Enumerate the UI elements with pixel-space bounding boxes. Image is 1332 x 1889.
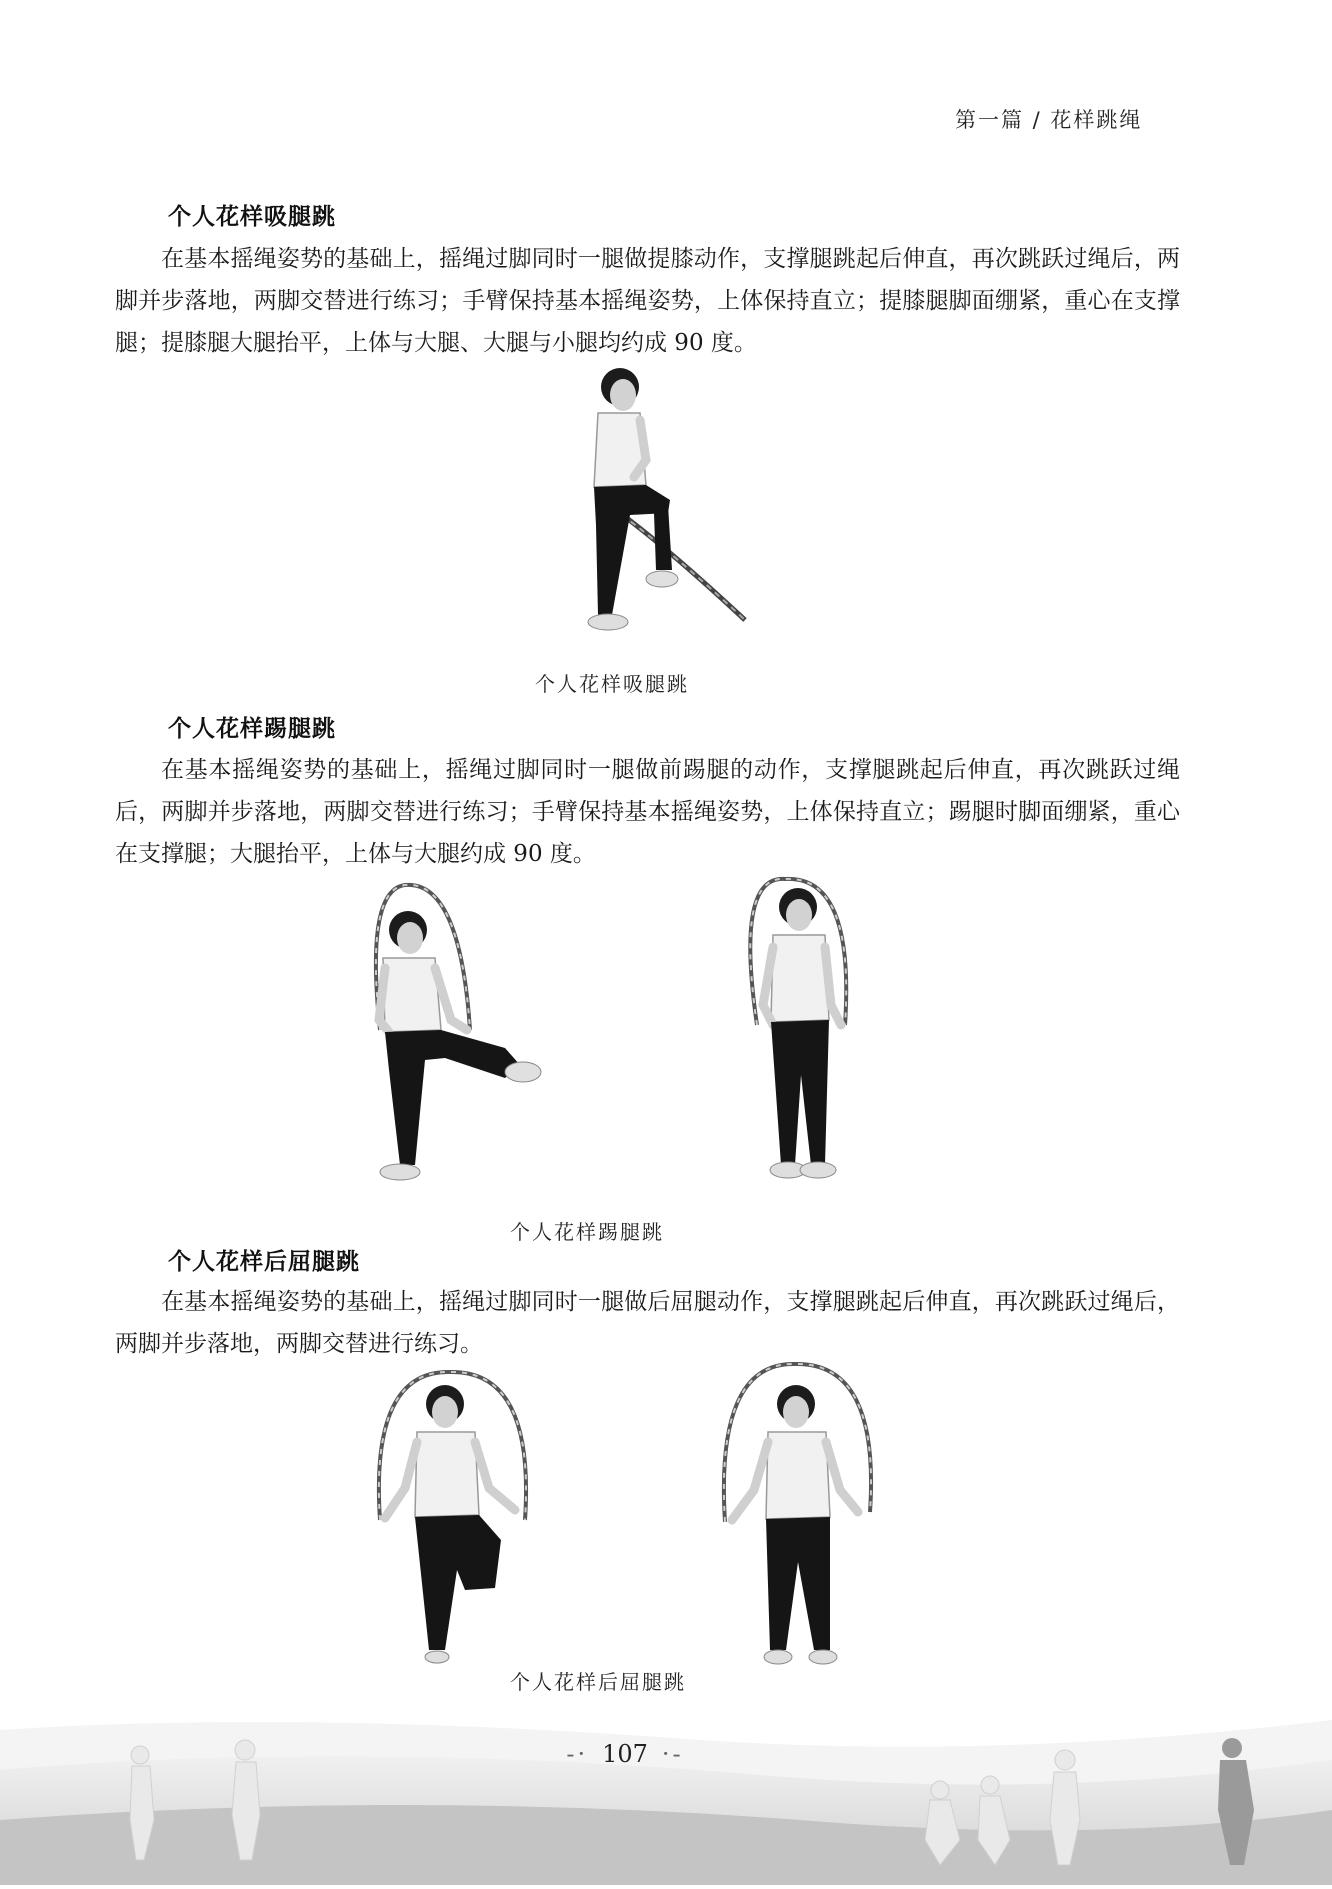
section-body-back-kick: 在基本摇绳姿势的基础上，摇绳过脚同时一腿做后屈腿动作，支撑腿跳起后伸直，再次跳跃过绳后，两脚并步落地，两脚交替进行练习。	[115, 1289, 1180, 1357]
section-title-back-kick: 个人花样后屈腿跳	[168, 1249, 360, 1275]
photo-back-kick-jump	[365, 1370, 540, 1665]
photo-knee-lift-jump	[560, 365, 760, 630]
section-body-knee-lift: 在基本摇绳姿势的基础上，摇绳过脚同时一腿做提膝动作，支撑腿跳起后伸直，再次跳跃过绳后，两脚并步落地，两脚交替进行练习；手臂保持基本摇绳姿势，上体保持直立；提膝腿脚面绷紧，重心在支撑腿；提膝腿大腿抬平，上体与大腿、大腿与小腿均约成 90 度。	[115, 246, 1180, 356]
footer-decoration	[0, 1700, 1332, 1885]
section-body-front-kick: 在基本摇绳姿势的基础上，摇绳过脚同时一腿做前踢腿的动作，支撑腿跳起后伸直，再次跳跃过绳后，两脚并步落地，两脚交替进行练习；手臂保持基本摇绳姿势，上体保持直立；踢腿时脚面绷紧，重心在支撑腿；大腿抬平，上体与大腿约成 90 度。	[115, 757, 1180, 867]
photo-back-kick-landing	[710, 1362, 885, 1667]
caption-front-kick: 个人花样踢腿跳	[510, 1220, 664, 1244]
section-title-knee-lift: 个人花样吸腿跳	[168, 204, 336, 230]
running-head: 第一篇 / 花样跳绳	[955, 108, 1143, 132]
caption-knee-lift: 个人花样吸腿跳	[535, 672, 689, 696]
page-number: -· 107 ·-	[566, 1740, 684, 1768]
caption-back-kick: 个人花样后屈腿跳	[510, 1670, 686, 1694]
photo-front-kick-jump	[355, 880, 555, 1185]
section-title-front-kick: 个人花样踢腿跳	[168, 716, 336, 742]
photo-front-kick-landing	[735, 875, 865, 1185]
